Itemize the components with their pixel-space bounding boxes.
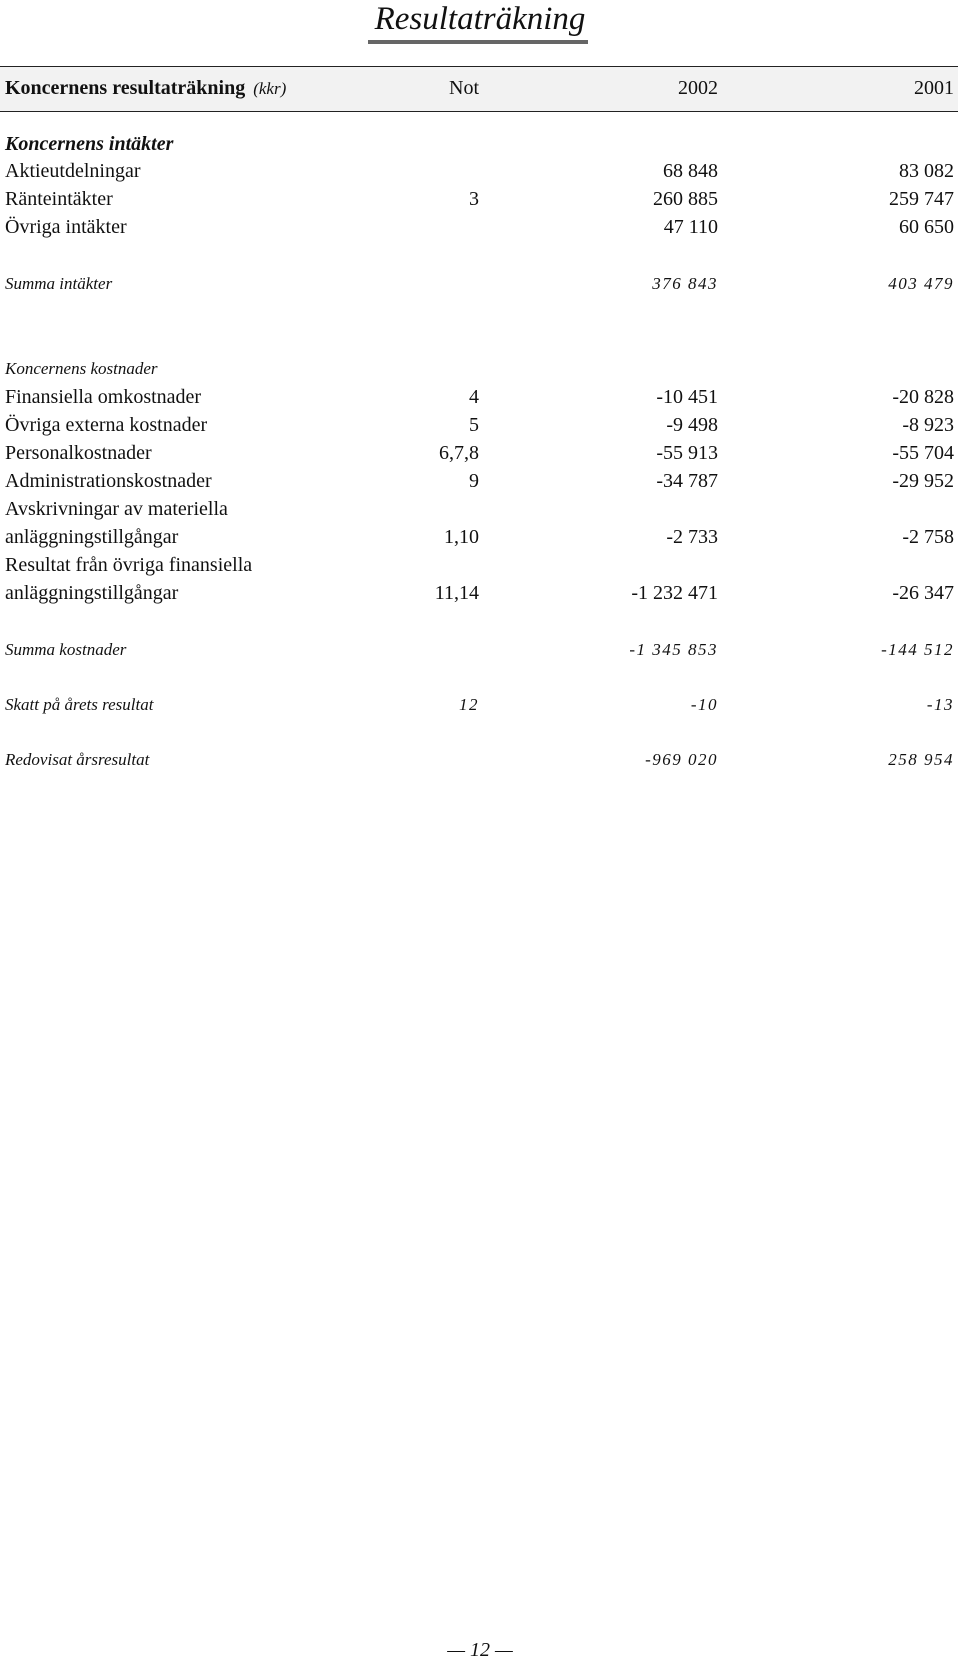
table-row: Övriga externa kostnader 5 -9 498 -8 923: [5, 414, 954, 436]
title-underline: [368, 40, 588, 44]
table-row: Administrationskostnader 9 -34 787 -29 952: [5, 470, 954, 492]
revenue-total-row: Summa intäkter 376 843 403 479: [5, 274, 954, 293]
table-row-label-line: Resultat från övriga finansiella: [5, 554, 253, 576]
table-row: anläggningstillgångar 11,14 -1 232 471 -26 347: [5, 582, 954, 604]
page-number: — 12 —: [447, 1639, 513, 1661]
header-year-2002: 2002: [678, 77, 718, 99]
unit-label: (kkr): [253, 79, 287, 98]
table-row: Ränteintäkter 3 260 885 259 747: [5, 188, 954, 210]
table-row: anläggningstillgångar 1,10 -2 733 -2 758: [5, 526, 954, 548]
table-header-row: [0, 74, 960, 102]
cost-heading: Koncernens kostnader: [5, 359, 158, 378]
cost-heading-row: [0, 355, 960, 383]
table-row: Övriga intäkter 47 110 60 650: [5, 216, 954, 238]
header-year-2001: 2001: [914, 77, 954, 99]
revenue-heading-row: [0, 130, 960, 158]
tax-row: Skatt på årets resultat 12 -10 -13: [5, 695, 954, 714]
table-row-label-line: Avskrivningar av materiella: [5, 498, 228, 520]
net-result-row: Redovisat årsresultat -969 020 258 954: [5, 750, 954, 769]
page-title: Resultaträkning: [374, 1, 586, 37]
table-row: Personalkostnader 6,7,8 -55 913 -55 704: [5, 442, 954, 464]
header-note: Not: [449, 77, 479, 99]
table-header-label: Koncernens resultaträkning (kkr): [5, 77, 287, 99]
cost-total-row: Summa kostnader -1 345 853 -144 512: [5, 640, 954, 659]
table-row: Aktieutdelningar 68 848 83 082: [5, 160, 954, 182]
table-row: Finansiella omkostnader 4 -10 451 -20 828: [5, 386, 954, 408]
revenue-heading: Koncernens intäkter: [5, 133, 174, 155]
